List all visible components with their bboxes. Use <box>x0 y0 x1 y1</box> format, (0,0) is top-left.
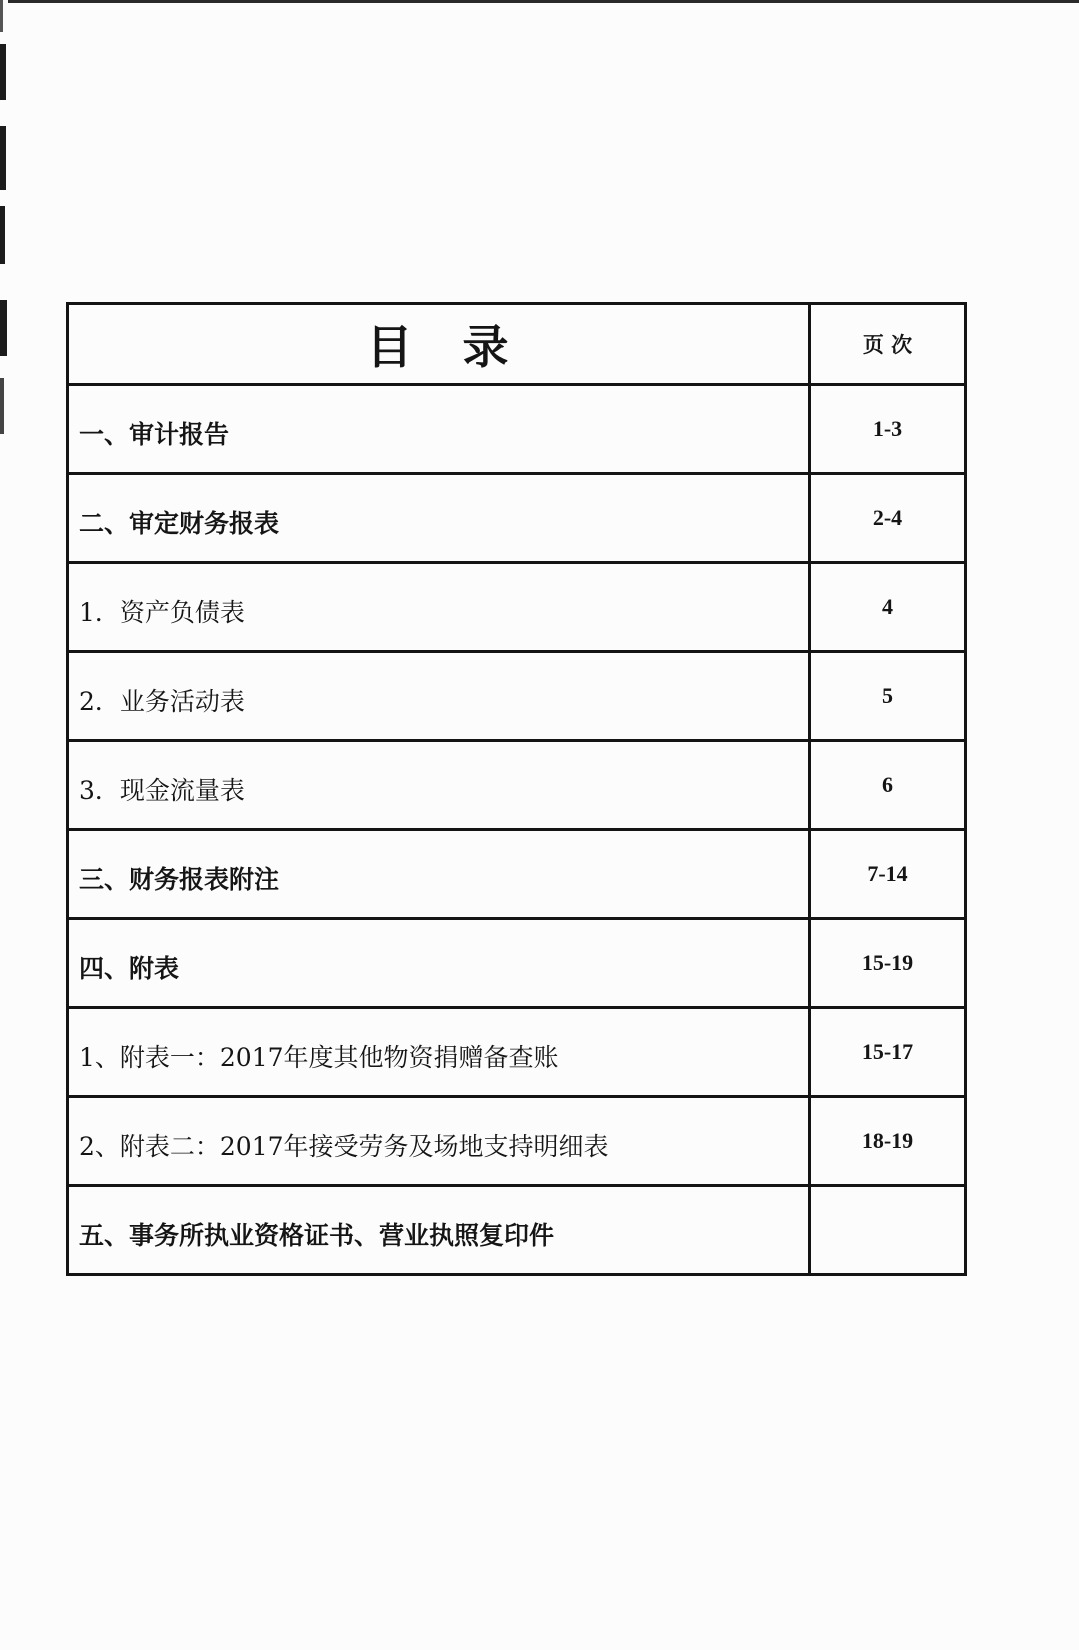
scan-left-mark <box>0 206 5 264</box>
toc-page-cell <box>810 652 966 741</box>
toc-entry-pages: 2-4 <box>872 505 903 530</box>
toc-row <box>68 741 966 830</box>
toc-entry-title: 三、财务报表附注 <box>79 865 280 894</box>
toc-entry-pages: 1-3 <box>872 416 903 441</box>
toc-entry-pages: 6 <box>882 772 893 797</box>
toc-title: 目 录 <box>366 320 511 374</box>
toc-page-cell <box>810 1008 966 1097</box>
toc-title-cell <box>68 304 810 385</box>
toc-entry-title: 1．资产负债表 <box>79 598 245 627</box>
toc-entry-cell <box>68 919 810 1008</box>
toc-entry-cell <box>68 652 810 741</box>
scan-left-mark <box>0 378 4 434</box>
toc-entry-title: 四、附表 <box>79 954 180 983</box>
toc-row <box>68 919 966 1008</box>
scan-left-mark <box>0 300 7 356</box>
toc-entry-title: 1、附表一：2017年度其他物资捐赠备查账 <box>79 1043 559 1072</box>
toc-row <box>68 1008 966 1097</box>
toc-entry-title: 二、审定财务报表 <box>79 509 280 538</box>
toc-entry-pages: 5 <box>882 683 893 708</box>
toc-row <box>68 652 966 741</box>
toc-entry-pages: 15-17 <box>861 1039 914 1064</box>
toc-row <box>68 1097 966 1186</box>
toc-entry-pages: 4 <box>882 594 893 619</box>
pages-column-header <box>810 304 966 385</box>
toc-page-cell <box>810 385 966 474</box>
toc-entry-title: 一、审计报告 <box>79 420 230 449</box>
toc-entry-cell <box>68 1097 810 1186</box>
scan-top-edge <box>8 0 1079 3</box>
toc-page-cell <box>810 919 966 1008</box>
toc-entry-cell <box>68 474 810 563</box>
toc-entry-pages: 15-19 <box>861 950 914 975</box>
toc-entry-cell <box>68 741 810 830</box>
toc-header-row <box>68 304 966 385</box>
toc-page-cell <box>810 474 966 563</box>
pages-column-label: 页 次 <box>862 332 913 357</box>
toc-entry-pages: 18-19 <box>861 1128 914 1153</box>
toc-entry-cell <box>68 563 810 652</box>
toc-entry-title: 2．业务活动表 <box>79 687 245 716</box>
toc-row <box>68 830 966 919</box>
toc-table <box>66 302 967 1276</box>
toc-entry-title: 3．现金流量表 <box>79 776 245 805</box>
toc-row <box>68 385 966 474</box>
toc-entry-cell <box>68 1008 810 1097</box>
toc-entry-cell <box>68 385 810 474</box>
toc-page-cell <box>810 1097 966 1186</box>
scan-left-mark <box>0 44 6 100</box>
toc-page-cell-empty <box>810 1186 966 1275</box>
toc-row <box>68 1186 966 1275</box>
toc-entry-cell <box>68 830 810 919</box>
toc-page-cell <box>810 741 966 830</box>
toc-page-cell <box>810 830 966 919</box>
toc-page-cell <box>810 563 966 652</box>
toc-entry-title: 2、附表二：2017年接受劳务及场地支持明细表 <box>79 1132 609 1161</box>
toc-entry-pages: 7-14 <box>867 861 908 886</box>
toc-row <box>68 474 966 563</box>
scan-left-mark <box>0 0 3 32</box>
toc-entry-title: 五、事务所执业资格证书、营业执照复印件 <box>79 1221 555 1250</box>
toc-entry-cell <box>68 1186 810 1275</box>
toc-row <box>68 563 966 652</box>
scan-left-mark <box>0 126 6 190</box>
